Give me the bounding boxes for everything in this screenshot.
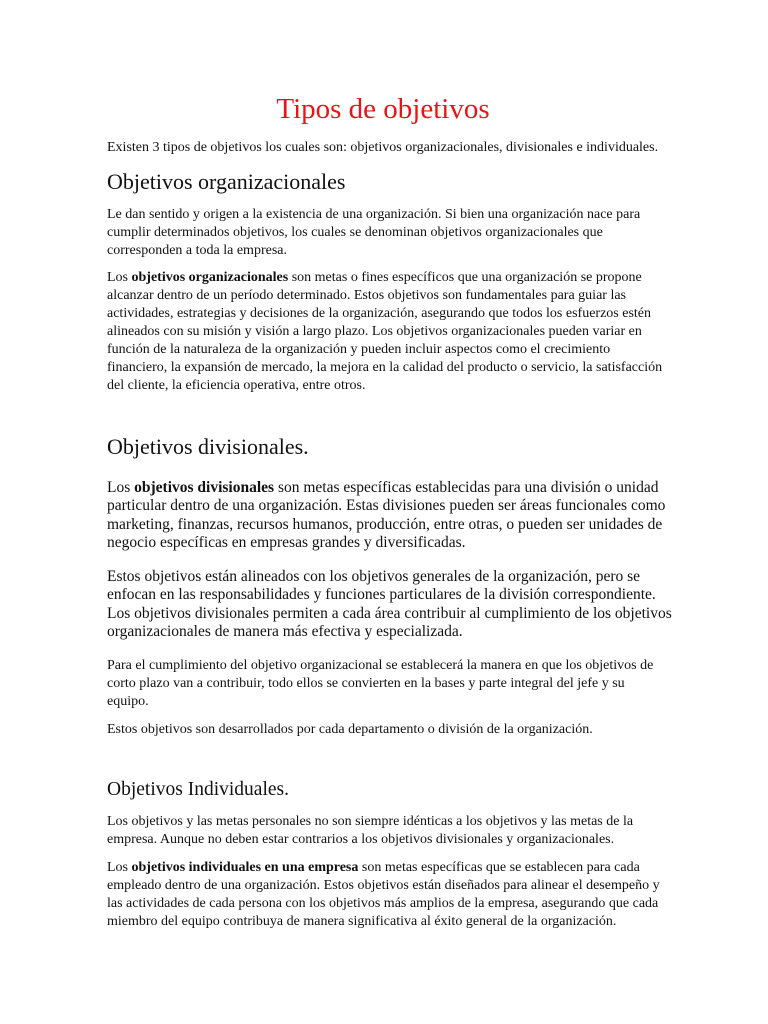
text-line: financiero, la expansión de mercado, la mejora en la calidad del producto o servicio, la satisfacción: [107, 360, 663, 375]
bold-term: objetivos divisionales: [134, 479, 275, 496]
text-line: [107, 479, 659, 497]
text-line: organizacionales de manera más efectiva y especializada.: [107, 623, 463, 641]
text-line: negocio específicas en empresas grandes y diversificadas.: [107, 534, 466, 552]
text-line: corto plazo van a contribuir, todo ellos se convierten en la bases y parte integral del jefe y su: [107, 676, 625, 691]
text-line: marketing, finanzas, recursos humanos, producción, entre otras, o pueden ser unidades de: [107, 515, 663, 533]
text-rest: son metas específicas establecidas para una división o unidad: [274, 479, 659, 496]
paragraph-individuales-1: [107, 813, 659, 849]
text-line: función de la naturaleza de la organización y pueden incluir aspectos como el crecimiento: [107, 342, 611, 357]
paragraph-organizacionales-2: [107, 269, 663, 395]
bold-term: objetivos organizacionales: [131, 270, 289, 285]
text-line: actividades, estrategias y decisiones de la organización, asegurando que todos los esfuerzos estén: [107, 306, 652, 321]
paragraph-divisionales-2: [107, 568, 672, 642]
text-line: [107, 859, 659, 877]
text-line: Los objetivos y las metas personales no son siempre idénticas a los objetivos y las metas de la: [107, 814, 634, 829]
text-line: equipo.: [107, 694, 149, 709]
paragraph-divisionales-4: [107, 721, 659, 739]
document-title: Tipos de objetivos: [276, 93, 490, 125]
paragraph-organizacionales-1: [107, 206, 659, 260]
heading-objetivos-organizacionales: Objetivos organizacionales: [107, 169, 346, 194]
bold-term: objetivos individuales en una empresa: [131, 860, 359, 875]
text-line: Estos objetivos son desarrollados por cada departamento o división de la organización.: [107, 722, 593, 737]
text-line: particular dentro de una organización. Estas divisiones pueden ser áreas funcionales como: [107, 497, 666, 515]
text-line: alineados con su misión y visión a largo plazo. Los objetivos organizacionales pueden variar en: [107, 324, 642, 339]
text-line: Los objetivos divisionales permiten a cada área contribuir al cumplimiento de los objetivos: [107, 604, 672, 622]
text-line: del cliente, la eficiencia operativa, entre otros.: [107, 378, 366, 393]
text-lead: Los: [107, 860, 132, 875]
heading-objetivos-individuales: Objetivos Individuales.: [107, 779, 289, 800]
text-line: Le dan sentido y origen a la existencia de una organización. Si bien una organización nace para: [107, 207, 641, 222]
text-line: [107, 269, 659, 287]
paragraph-individuales-2: [107, 859, 659, 931]
text-line: enfocan en las responsabilidades y funciones particulares de la división correspondiente.: [107, 586, 656, 604]
text-line: cumplir determinados objetivos, los cuales se denominan objetivos organizacionales que: [107, 225, 603, 240]
intro-paragraph: Existen 3 tipos de objetivos los cuales son: objetivos organizacionales, divisionales e individuales.: [107, 140, 659, 155]
text-line: corresponden a toda la empresa.: [107, 243, 287, 258]
text-line: alcanzar dentro de un período determinado. Estos objetivos son fundamentales para guiar las: [107, 288, 626, 303]
text-line: Estos objetivos están alineados con los objetivos generales de la organización, pero se: [107, 568, 641, 585]
text-lead: Los: [107, 479, 135, 496]
text-rest: son metas o fines específicos que una organización se propone: [288, 270, 642, 285]
paragraph-divisionales-3: [107, 657, 659, 711]
heading-objetivos-divisionales: Objetivos divisionales.: [107, 434, 309, 459]
text-line: las actividades de cada persona con los objetivos más amplios de la empresa, asegurando que cada: [107, 896, 659, 911]
text-rest: son metas específicas que se establecen para cada: [358, 860, 640, 875]
text-lead: Los: [107, 270, 132, 285]
text-line: empleado dentro de una organización. Estos objetivos están diseñados para alinear el desempeño y: [107, 878, 660, 893]
text-line: empresa. Aunque no deben estar contrarios a los objetivos divisionales y organizacionales.: [107, 832, 615, 847]
paragraph-divisionales-1: [107, 479, 666, 553]
text-line: miembro del equipo contribuya de manera significativa al éxito general de la organización.: [107, 914, 617, 929]
text-line: Para el cumplimiento del objetivo organizacional se establecerá la manera en que los objetivos de: [107, 658, 654, 673]
